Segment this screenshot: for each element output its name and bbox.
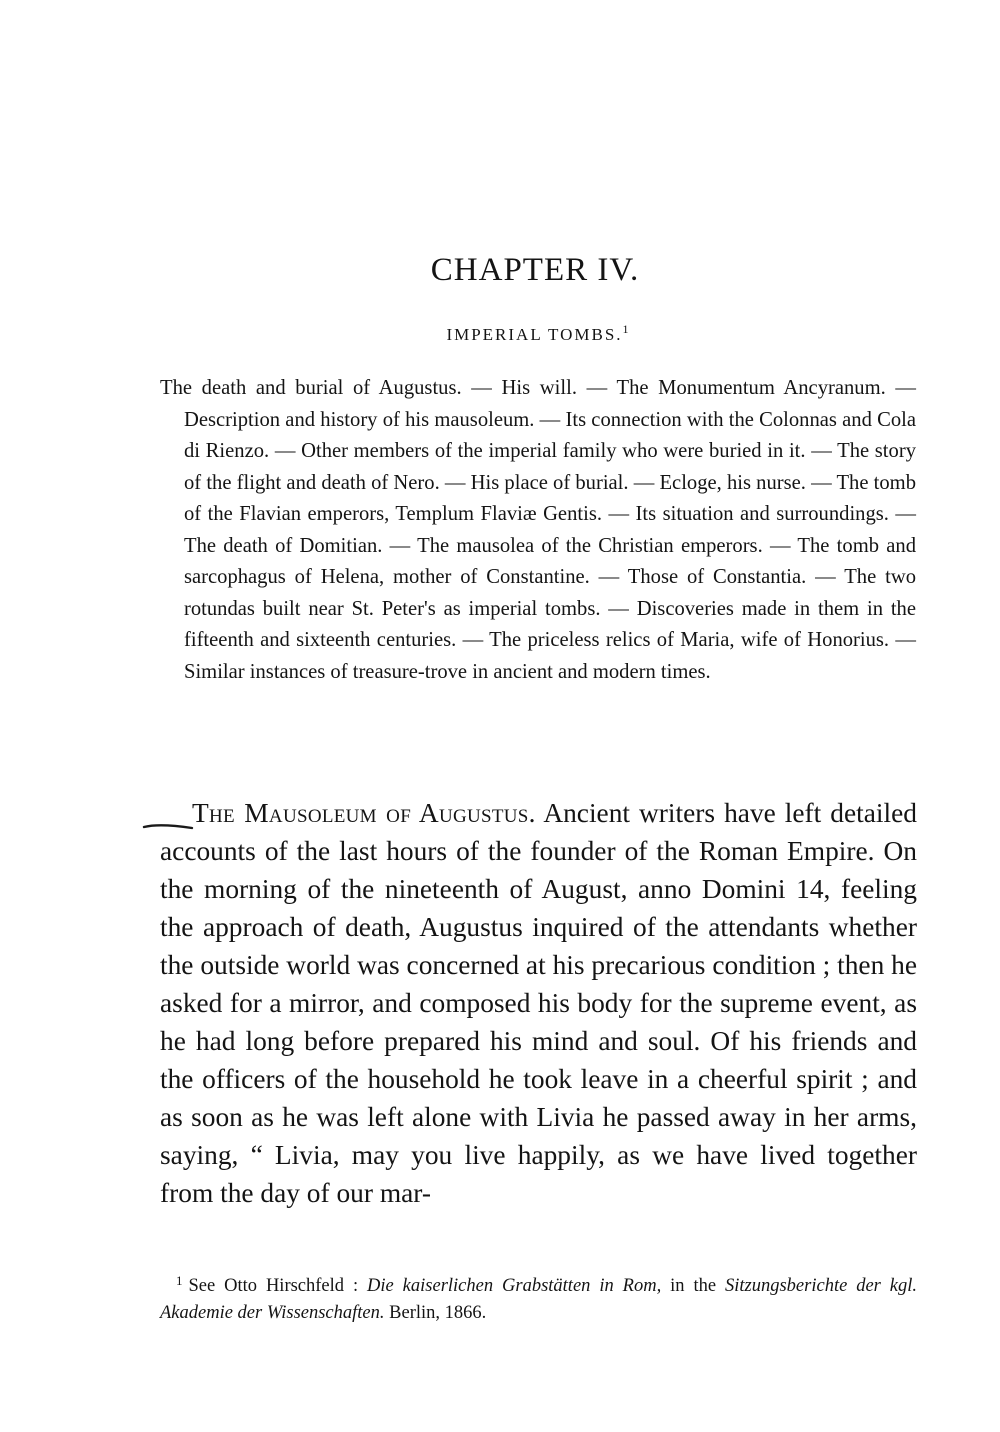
footnote-reference-mark: 1 [622,322,629,336]
footnote [160,1267,917,1327]
footnote-cited-source: Sitzungsberichte der kgl. Akademie der Wissenschaften. [160,1276,918,1323]
body-paragraph-text: Ancient writers have left detailed accounts of the last hours of the founder of the Roman Empire. On the morning of the nineteenth of August, anno Domini 14, feeling the approach of death, Augustus inquired of the attendants whether the outside world was concerned at his precarious condition ; then he asked for a mirror, and composed his body for the supreme event, as he had long before prepared his mind and soul. Of his friends and the officers of the household he took leave in a cheerful spirit ; and as soon as he was left alone with Livia he passed away in her arms, saying, “ Livia, may you live happily, as we have lived together from the day of our mar- [160,798,917,1208]
chapter-title: CHAPTER IV. [430,252,640,288]
footnote-middle: in the [670,1276,717,1296]
footnote-prefix: See Otto Hirschfeld : [188,1276,359,1296]
chapter-subtitle [0,322,1000,345]
chapter-summary: The death and burial of Augustus. — His will. — The Monumentum Ancyranum. — Description and history of his mausoleum. — Its connection with the Colonnas and Cola di Rienzo. — Other members of the imperial family who were buried in it. — The story of the flight and death of Nero. — His place of burial. — Ecloge, his nurse. — The tomb of the Flavian emperors, Templum Flaviæ Gentis. — Its situation and surroundings. — The death of Domitian. — The mausolea of the Christian emperors. — The tomb and sarcophagus of Helena, mother of Constantine. — Those of Constantia. — The two rotundas built near St. Peter's as imperial tombs. — Discoveries made in them in the fifteenth and sixteenth centuries. — The priceless relics of Maria, wife of Honorius. — Similar instances of treasure-trove in ancient and modern times. [160,377,916,683]
chapter-subtitle-text: IMPERIAL TOMBS. [446,325,623,344]
footnote-cited-title: Die kaiserlichen Grabstätten in Rom, [367,1276,662,1296]
footnote-number: 1 [176,1273,183,1288]
section-lead-heading: The Mausoleum of Augustus. [192,798,536,828]
footnote-suffix: Berlin, 1866. [389,1303,487,1323]
body-paragraph [160,794,917,1212]
